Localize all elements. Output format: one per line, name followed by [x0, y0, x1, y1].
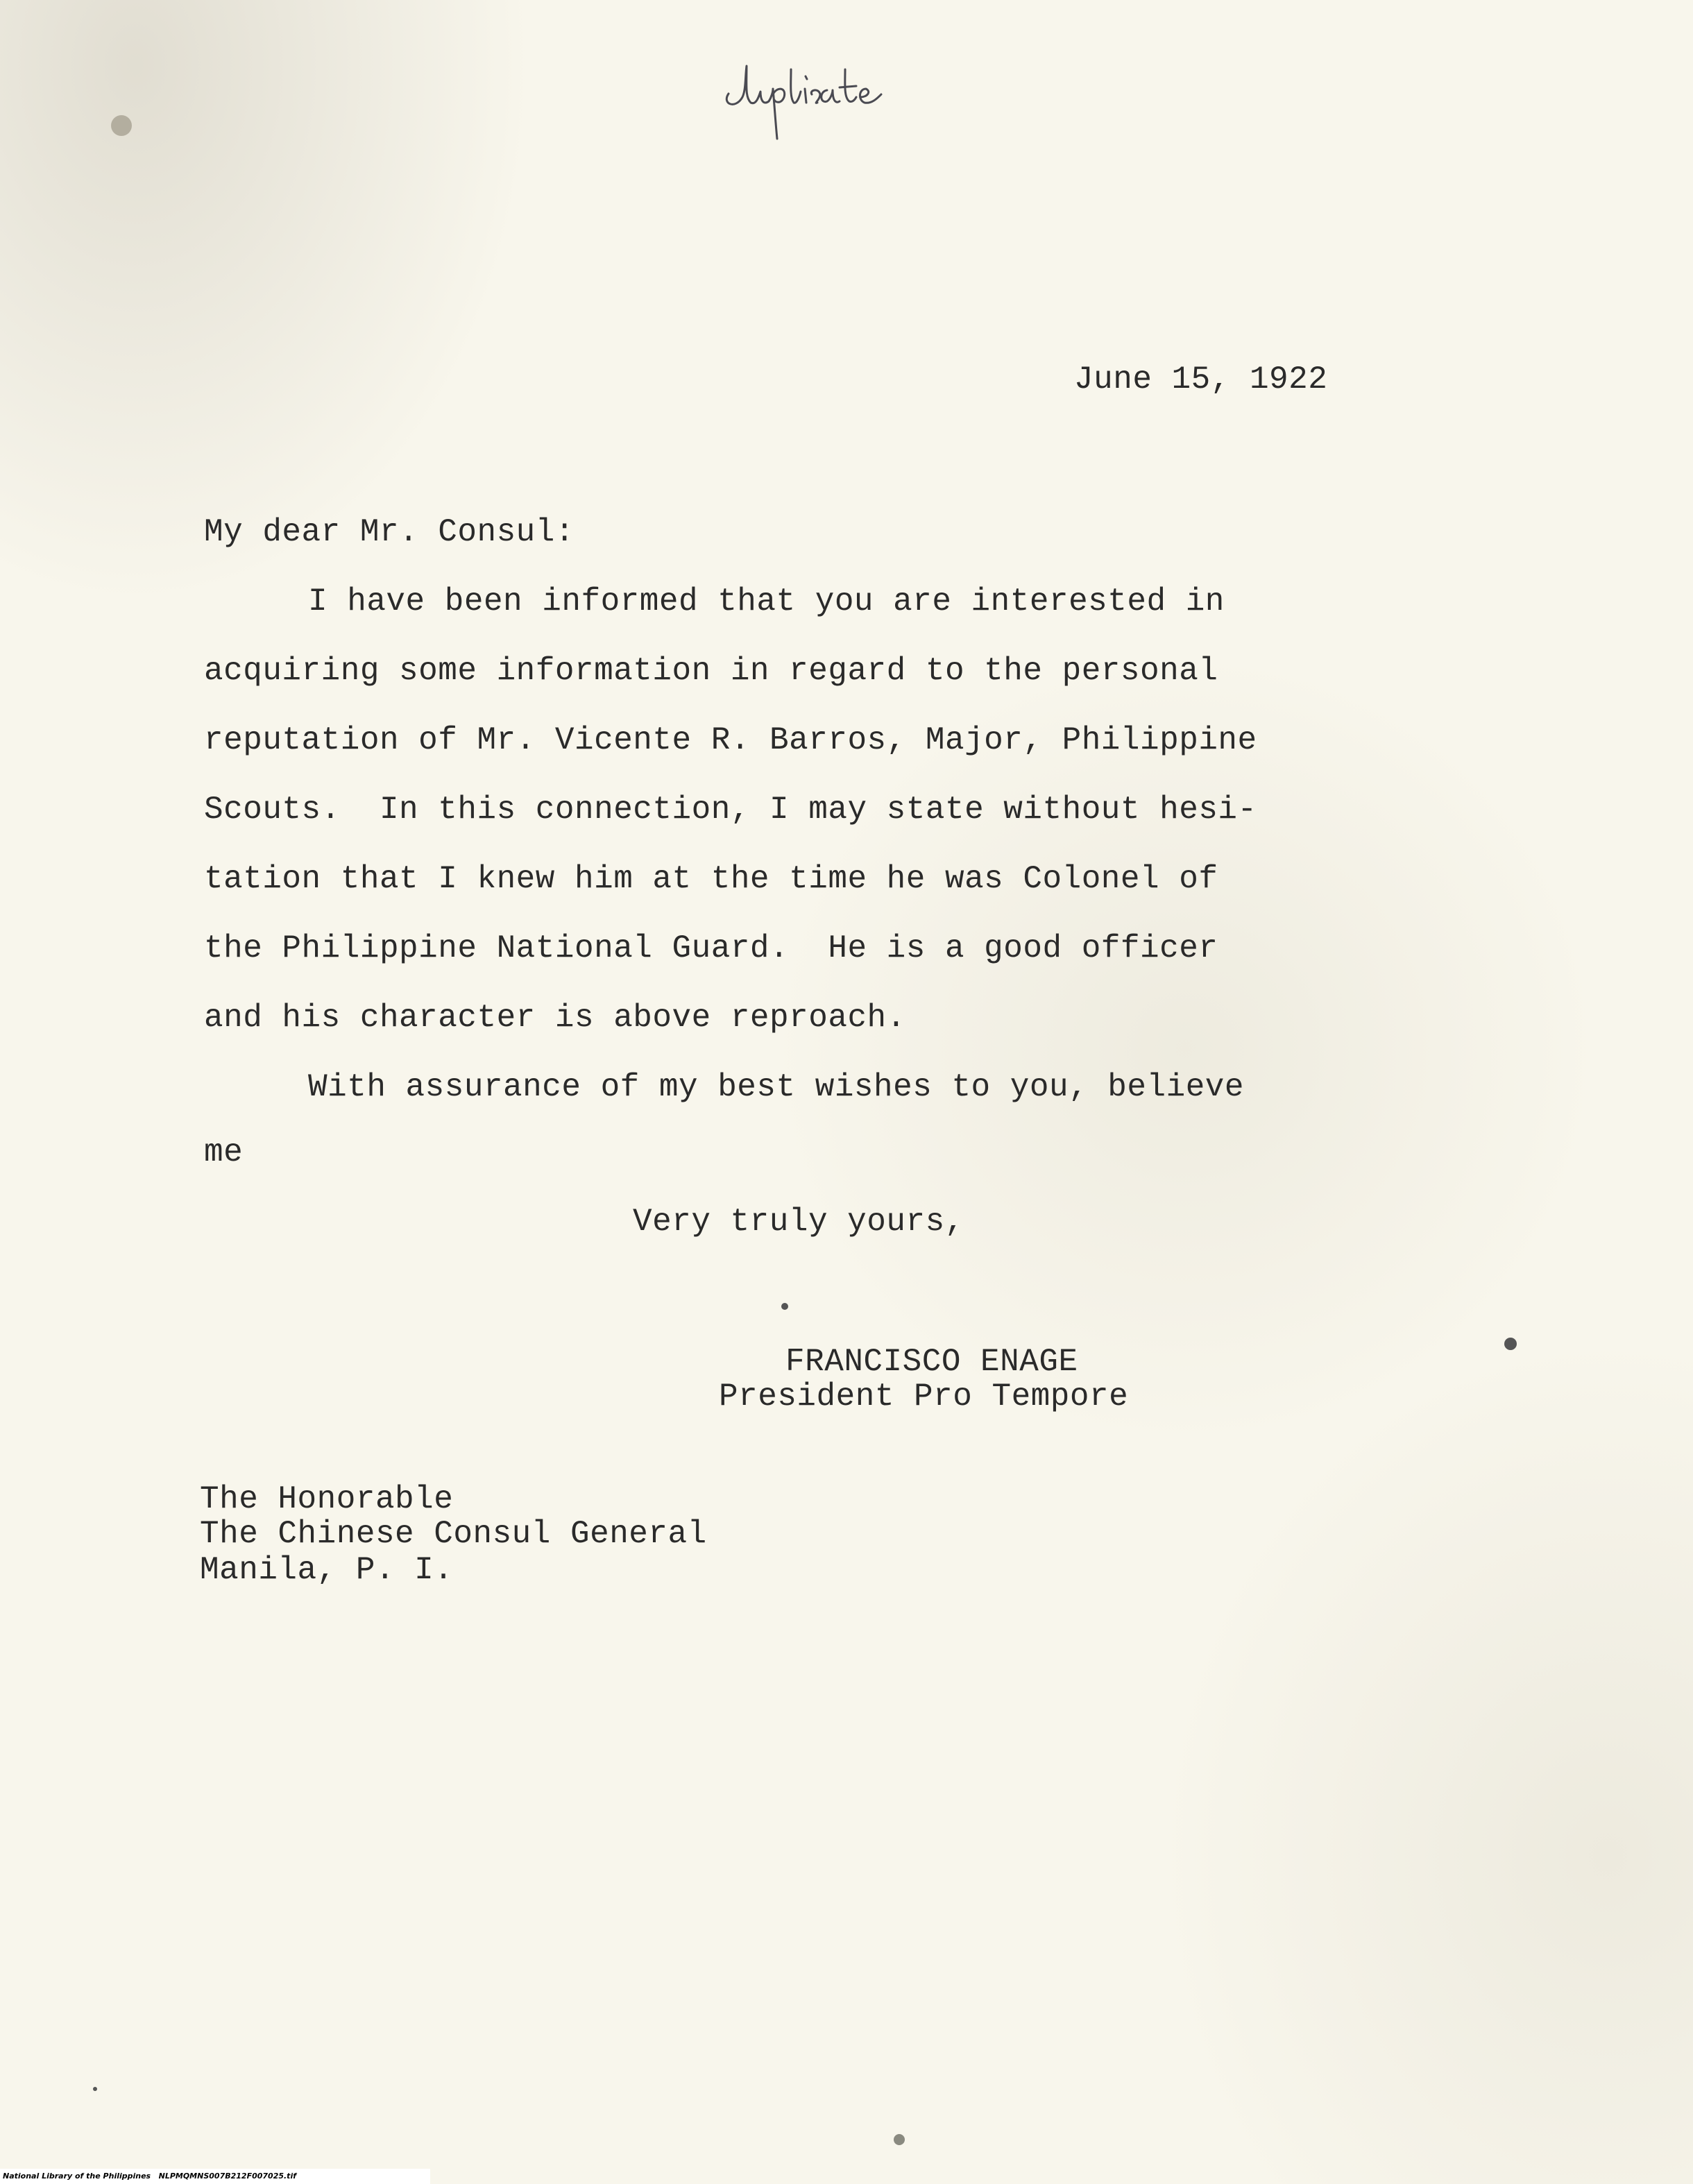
signatory-title: President Pro Tempore	[719, 1379, 1129, 1415]
body-line: I have been informed that you are interested in	[308, 583, 1225, 620]
paper-speck	[111, 115, 132, 136]
closing: Very truly yours,	[633, 1204, 964, 1240]
handwritten-annotation	[715, 28, 923, 146]
footer-filename: NLPMQMNS007B212F007025.tif	[158, 2172, 296, 2181]
paper-speck	[93, 2087, 97, 2091]
addressee-line: The Chinese Consul General	[200, 1516, 707, 1552]
body-line: Scouts. In this connection, I may state without hesi-	[204, 792, 1257, 828]
paper-speck	[781, 1303, 788, 1310]
body-line: acquiring some information in regard to the personal	[204, 653, 1218, 689]
addressee-line: Manila, P. I.	[200, 1552, 454, 1588]
body-line: tation that I knew him at the time he was Colonel of	[204, 861, 1218, 897]
addressee-line: The Honorable	[200, 1481, 454, 1517]
salutation: My dear Mr. Consul:	[204, 514, 575, 550]
body-line: reputation of Mr. Vicente R. Barros, Major, Philippine	[204, 722, 1257, 758]
body-line: the Philippine National Guard. He is a good officer	[204, 930, 1218, 966]
signatory-name: FRANCISCO ENAGE	[785, 1344, 1078, 1380]
footer-caption	[3, 2172, 296, 2181]
paper-speck	[894, 2134, 905, 2145]
body-line: With assurance of my best wishes to you, believe	[308, 1069, 1245, 1105]
footer-library: National Library of the Philippines	[3, 2172, 151, 2181]
body-line: me	[204, 1134, 244, 1170]
paper-speck	[1504, 1338, 1517, 1350]
body-line: and his character is above reproach.	[204, 1000, 906, 1036]
letter-date: June 15, 1922	[1074, 361, 1328, 398]
